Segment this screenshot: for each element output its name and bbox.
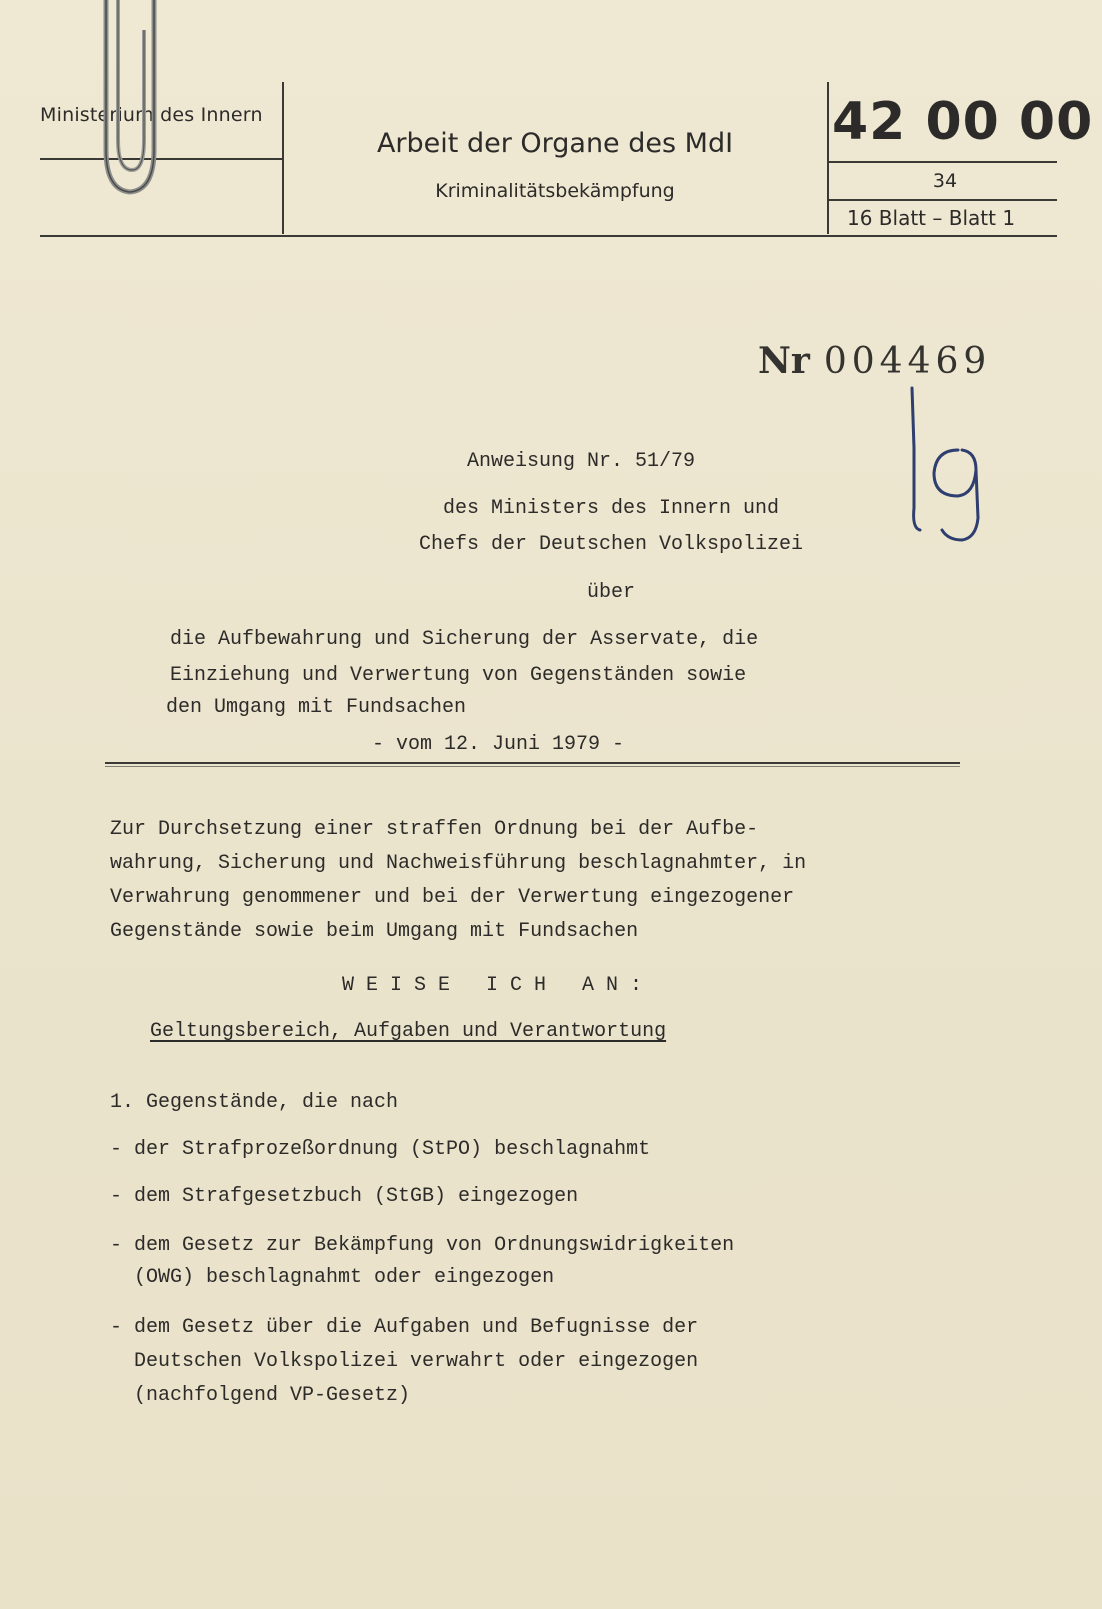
- document-title: Anweisung Nr. 51/79: [466, 450, 696, 473]
- bullet-2: - dem Strafgesetzbuch (StGB) eingezogen: [110, 1185, 579, 1208]
- code-underline: [829, 161, 1057, 163]
- ministry-name: Ministerium des Innern: [40, 104, 263, 126]
- document-code-sub: 34: [932, 170, 958, 192]
- intro-line-3: Verwahrung genommener und bei der Verwertung eingezogener: [110, 886, 795, 909]
- title-line-2: des Ministers des Innern und: [442, 497, 780, 520]
- code-sub-underline: [829, 199, 1057, 201]
- bullet-3-line-1: - dem Gesetz zur Bekämpfung von Ordnungswidrigkeiten: [110, 1234, 735, 1257]
- serial-value: 004469: [823, 341, 992, 382]
- bullet-3-line-2: (OWG) beschlagnahmt oder eingezogen: [110, 1266, 555, 1289]
- title-line-3: Chefs der Deutschen Volkspolizei: [418, 533, 804, 556]
- header-subtitle: Kriminalitätsbekämpfung: [435, 180, 675, 202]
- title-underline: [105, 762, 960, 764]
- item-1: 1. Gegenstände, die nach: [110, 1091, 399, 1114]
- bullet-4-line-2: Deutschen Volkspolizei verwahrt oder eingezogen: [110, 1350, 699, 1373]
- header-title: Arbeit der Organe des MdI: [376, 128, 734, 159]
- header-divider-right: [827, 82, 829, 234]
- title-underline-2: [105, 766, 960, 767]
- document-code: 42 00 00: [832, 92, 1094, 152]
- section-heading: Geltungsbereich, Aufgaben und Verantwortung: [150, 1020, 667, 1043]
- sheet-count: 16 Blatt – Blatt 1: [847, 206, 1016, 230]
- subject-line-1: die Aufbewahrung und Sicherung der Asservate, die: [170, 628, 759, 651]
- title-line-4: über: [586, 581, 635, 604]
- subject-line-3: den Umgang mit Fundsachen: [166, 696, 467, 719]
- intro-line-1: Zur Durchsetzung einer straffen Ordnung bei der Aufbe-: [110, 818, 759, 841]
- bullet-4-line-3: (nachfolgend VP-Gesetz): [110, 1384, 411, 1407]
- bullet-1: - der Strafprozeßordnung (StPO) beschlagnahmt: [110, 1138, 651, 1161]
- header-bottom-rule: [40, 235, 1057, 237]
- intro-line-4: Gegenstände sowie beim Umgang mit Fundsachen: [110, 920, 639, 943]
- subject-line-2: Einziehung und Verwertung von Gegenständen sowie: [170, 664, 747, 687]
- instruction-line: W E I S E I C H A N :: [342, 974, 643, 997]
- intro-line-2: wahrung, Sicherung und Nachweisführung beschlagnahmter, in: [110, 852, 807, 875]
- serial-prefix: Nr: [758, 340, 810, 382]
- paperclip-icon: [92, 0, 172, 200]
- date-line: - vom 12. Juni 1979 -: [372, 733, 625, 756]
- bullet-4-line-1: - dem Gesetz über die Aufgaben und Befugnisse der: [110, 1316, 699, 1339]
- header-divider-left: [282, 82, 284, 234]
